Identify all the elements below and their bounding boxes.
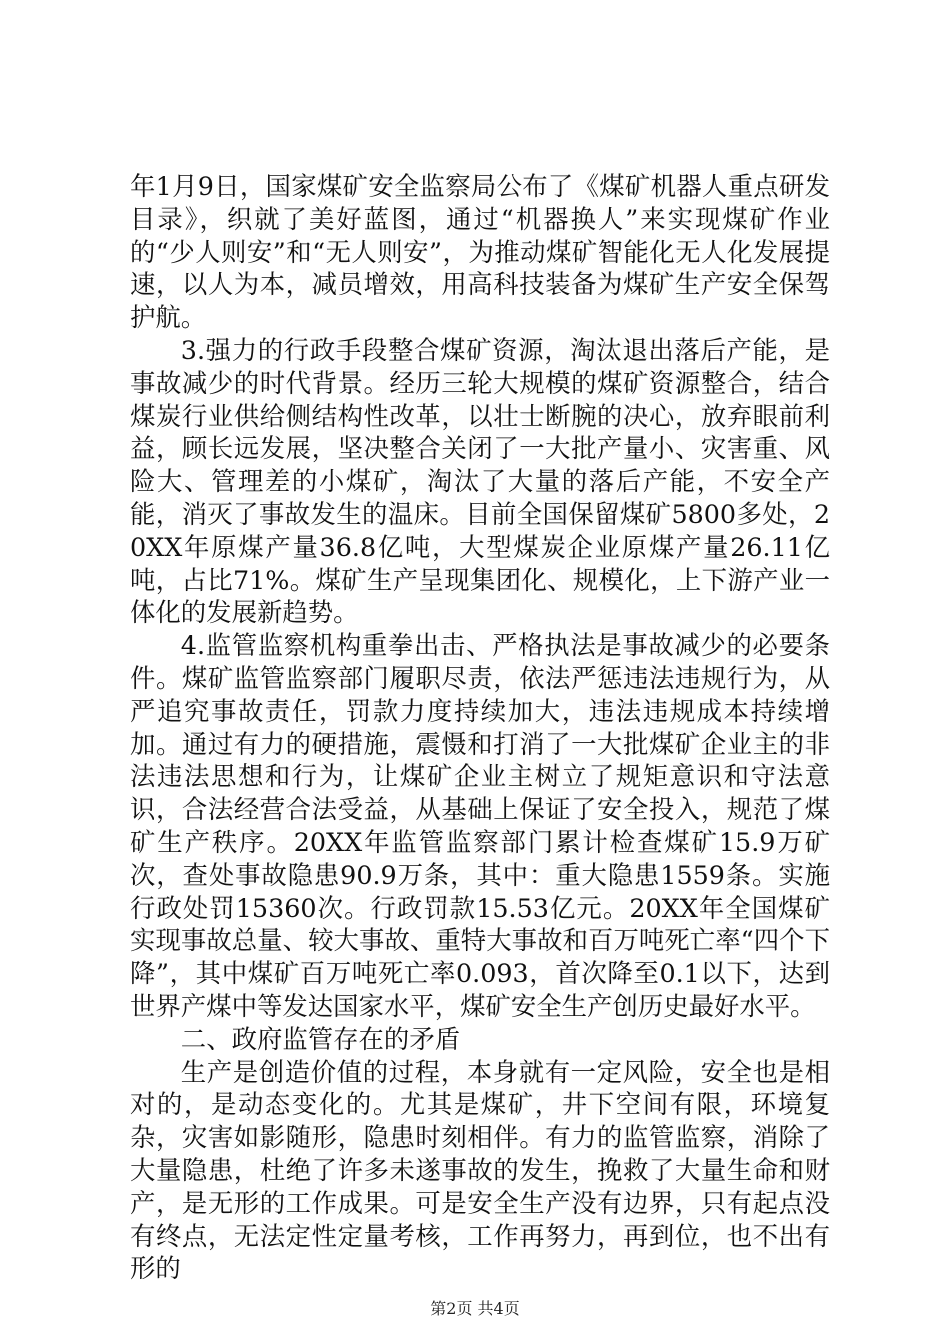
- section-heading: 二、政府监管存在的矛盾: [180, 1023, 461, 1054]
- document-body: [130, 170, 830, 1285]
- page-number-label: 第2页 共4页: [430, 1299, 520, 1318]
- page-footer: [0, 1296, 950, 1319]
- paragraph-intro-continuation: 年1月9日，国家煤矿安全监察局公布了《煤矿机器人重点研发目录》，织就了美好蓝图，通过“机器换人”来实现煤矿作业的“少人则安”和“无人则安”，为推动煤矿智能化无人化发展提速，以人为本，减员增效，用高科技装备为煤矿生产安全保驾护航。: [130, 171, 830, 333]
- paragraph-point-4: 4.监管监察机构重拳出击、严格执法是事故减少的必要条件。煤矿监管监察部门履职尽责，依法严惩违法违规行为，从严追究事故责任，罚款力度持续加大，违法违规成本持续增加。通过有力的硬措施，震慑和打消了一大批煤矿企业主的非法违法思想和行为，让煤矿企业主树立了规矩意识和守法意识，合法经营合法受益，从基础上保证了安全投入，规范了煤矿生产秩序。20XX年监管监察部门累计检查煤矿15.9万矿次，查处事故隐患90.9万条，其中：重大隐患1559条。实施行政处罚15360次。行政罚款15.53亿元。20XX年全国煤矿实现事故总量、较大事故、重特大事故和百万吨死亡率“四个下降”，其中煤矿百万吨死亡率0.093，首次降至0.1以下，达到世界产煤中等发达国家水平，煤矿安全生产创历史最好水平。: [130, 630, 830, 1021]
- paragraph-section-body: 生产是创造价值的过程，本身就有一定风险，安全也是相对的，是动态变化的。尤其是煤矿，井下空间有限，环境复杂，灾害如影随形，隐患时刻相伴。有力的监管监察，消除了大量隐患，杜绝了许多未遂事故的发生，挽救了大量生命和财产，是无形的工作成果。可是安全生产没有边界，只有起点没有终点，无法定性定量考核，工作再努力，再到位，也不出有形的: [130, 1056, 830, 1284]
- paragraph-point-3: 3.强力的行政手段整合煤矿资源，淘汰退出落后产能，是事故减少的时代背景。经历三轮大规模的煤矿资源整合，结合煤炭行业供给侧结构性改革，以壮士断腕的决心，放弃眼前利益，顾长远发展，坚决整合关闭了一大批产量小、灾害重、风险大、管理差的小煤矿，淘汰了大量的落后产能，不安全产能，消灭了事故发生的温床。目前全国保留煤矿5800多处，20XX年原煤产量36.8亿吨，大型煤炭企业原煤产量26.11亿吨，占比71%。煤矿生产呈现集团化、规模化，上下游产业一体化的发展新趋势。: [130, 334, 830, 628]
